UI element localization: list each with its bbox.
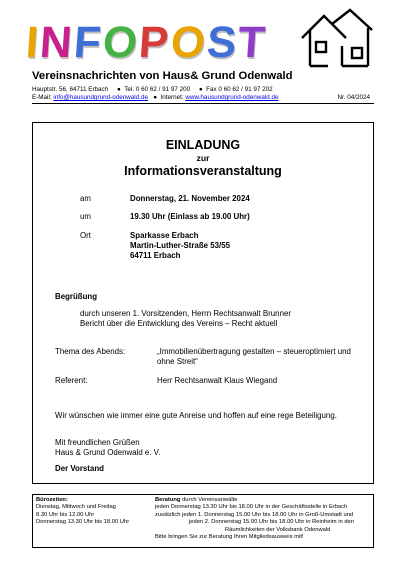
org-title: Vereinsnachrichten von Haus& Grund Odenwald [32, 70, 293, 82]
speaker-value: Herr Rechtsanwalt Klaus Wiegand [157, 376, 278, 385]
wish-text: Wir wünschen wie immer eine gute Anreise und hoffen auf eine rege Beteiligung. [55, 411, 337, 420]
advice-line-1: jeden Donnerstag 13.30 Uhr bis 18.00 Uhr in der Geschäftsstelle in Erbach [155, 504, 348, 511]
closing-line-2: Haus & Grund Odenwald e. V. [55, 448, 161, 457]
signature: Der Vorstand [55, 464, 104, 473]
advice-title-rest: durch Vereinsanwälte [180, 497, 238, 503]
email-label: E-Mail: [32, 94, 54, 101]
topic-line-1: „Immobilienübertragung gestalten – steueroptimiert und [157, 347, 351, 356]
contact-line: Hauptstr. 56, 64711 Erbach ● Tel. 0 60 62 / 91 97 200 ● Fax 0 60 62 / 91 97 202 [32, 86, 273, 93]
address: Hauptstr. 56, 64711 Erbach [32, 86, 109, 93]
email-link[interactable]: info@hausundgrund-odenwald.de [53, 94, 148, 101]
date-label: am [80, 194, 91, 203]
fax: Fax 0 60 62 / 91 97 202 [206, 86, 273, 93]
office-hours-title: Bürozeiten: [36, 497, 68, 503]
advice-title: Beratung [155, 497, 181, 503]
internet-label: Internet: [160, 94, 186, 101]
house-logo-icon [298, 8, 374, 70]
date-value: Donnerstag, 21. November 2024 [130, 194, 250, 203]
speaker-label: Referent: [55, 376, 88, 385]
logo-letter: O [101, 18, 139, 67]
invitation-zur: zur [196, 153, 210, 163]
advice-title-line [155, 497, 354, 504]
logo-letter: S [205, 18, 238, 67]
advice-line-3: jeden 2. Donnerstag 15.00 Uhr bis 18.00 Uhr in Reinheim in den [189, 519, 354, 526]
office-hours-line-2: 8.30 Uhr bis 12.00 Uhr [36, 511, 95, 518]
office-hours-line-3: Donnerstag 13.30 Uhr bis 18.00 Uhr [36, 519, 130, 526]
logo-letter: O [168, 18, 207, 67]
office-hours-line-1: Dienstag, Mittwoch und Freitag [36, 504, 116, 511]
web-line: E-Mail: info@hausundgrund-odenwald.de ● Internet: www.hausundgrund-odenwald.de [32, 94, 279, 101]
invitation-subtitle: Informationsveranstaltung [124, 164, 282, 178]
header-divider [32, 103, 374, 104]
phone: Tel. 0 60 62 / 91 97 200 [124, 86, 191, 93]
legal-advice [155, 497, 354, 541]
greeting-line-2: Bericht über die Entwicklung des Vereins – Recht aktuell [80, 319, 278, 328]
issue-number: Nr. 04/2024 [337, 94, 370, 101]
logo-letter: P [137, 18, 171, 67]
location-line-2: Martin-Luther-Straße 53/55 [130, 241, 230, 250]
infopost-logo [26, 18, 276, 68]
advice-line-4: Räumlichkeiten der Volksbank Odenwald [225, 526, 331, 533]
advice-line-5: Bitte bringen Sie zur Beratung Ihren Mitgliedsausweis mit! [155, 534, 304, 541]
office-hours [36, 497, 129, 527]
greeting-heading: Begrüßung [55, 292, 98, 301]
topic-line-2: ohne Streit“ [157, 357, 198, 366]
logo-letter: F [72, 18, 103, 67]
topic-label: Thema des Abends: [55, 347, 126, 356]
closing-line-1: Mit freundlichen Grüßen [55, 438, 140, 447]
location-line-1: Sparkasse Erbach [130, 231, 199, 240]
time-label: um [80, 212, 91, 221]
location-label: Ort [80, 231, 91, 240]
website-link[interactable]: www.hausundgrund-odenwald.de [185, 94, 279, 101]
logo-letter: N [38, 18, 74, 67]
logo-letter: I [24, 18, 40, 67]
greeting-line-1: durch unseren 1. Vorsitzenden, Herrn Rechtsanwalt Brunner [80, 309, 291, 318]
logo-letter: T [236, 18, 267, 67]
advice-line-2: zusätzlich jeden 1. Donnerstag 15.00 Uhr bis 18.00 Uhr in Groß-Umstadt und [155, 511, 354, 518]
invitation-title: EINLADUNG [165, 138, 241, 152]
time-value: 19.30 Uhr (Einlass ab 19.00 Uhr) [130, 212, 250, 221]
location-line-3: 64711 Erbach [130, 251, 181, 260]
